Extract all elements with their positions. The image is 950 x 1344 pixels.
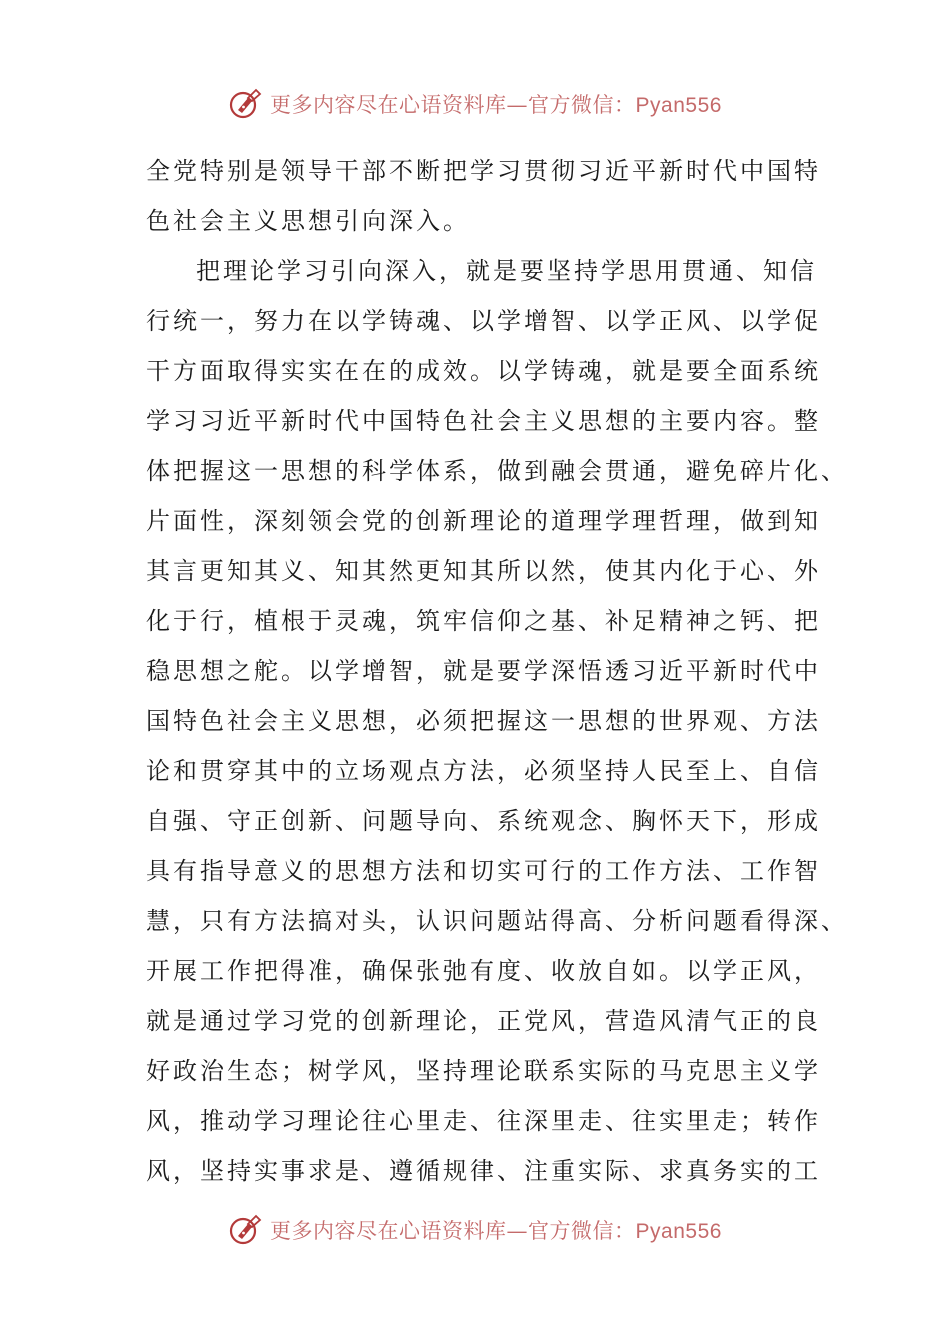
text-line: 风，坚持实事求是、遵循规律、注重实际、求真务实的工 bbox=[146, 1157, 821, 1185]
footer-banner bbox=[0, 1210, 950, 1250]
text-line: 具有指导意义的思想方法和切实可行的工作方法、工作智 bbox=[146, 857, 821, 885]
text-line: 行统一，努力在以学铸魂、以学增智、以学正风、以学促 bbox=[146, 307, 821, 335]
header-wechat-id: Pyan556 bbox=[635, 94, 722, 117]
text-line: 好政治生态；树学风，坚持理论联系实际的马克思主义学 bbox=[146, 1057, 821, 1085]
header-banner-text: 更多内容尽在心语资料库—官方微信：Pyan556 bbox=[270, 93, 722, 117]
text-line: 风，推动学习理论往心里走、往深里走、往实里走；转作 bbox=[146, 1107, 821, 1135]
paragraph-start-line: 把理论学习引向深入，就是要坚持学思用贯通、知信 bbox=[196, 257, 817, 285]
text-line: 化于行，植根于灵魂，筑牢信仰之基、补足精神之钙、把 bbox=[146, 607, 821, 635]
text-line: 其言更知其义、知其然更知其所以然，使其内化于心、外 bbox=[146, 557, 821, 585]
text-line: 就是通过学习党的创新理论，正党风，营造风清气正的良 bbox=[146, 1007, 821, 1035]
pen-nib-logo-icon bbox=[228, 86, 264, 122]
text-line: 稳思想之舵。以学增智，就是要学深悟透习近平新时代中 bbox=[146, 657, 821, 685]
text-line: 片面性，深刻领会党的创新理论的道理学理哲理，做到知 bbox=[146, 507, 821, 535]
text-line: 国特色社会主义思想，必须把握这一思想的世界观、方法 bbox=[146, 707, 821, 735]
document-body bbox=[146, 146, 848, 1196]
footer-banner-text: 更多内容尽在心语资料库—官方微信：Pyan556 bbox=[270, 1219, 722, 1243]
footer-wechat-id: Pyan556 bbox=[635, 1220, 722, 1243]
text-line: 学习习近平新时代中国特色社会主义思想的主要内容。整 bbox=[146, 407, 821, 435]
text-line: 全党特别是领导干部不断把学习贯彻习近平新时代中国特 bbox=[146, 157, 821, 185]
header-banner bbox=[0, 84, 950, 124]
text-line: 自强、守正创新、问题导向、系统观念、胸怀天下，形成 bbox=[146, 807, 821, 835]
pen-nib-logo-icon bbox=[228, 1212, 264, 1248]
text-line: 色社会主义思想引向深入。 bbox=[146, 207, 470, 235]
text-line: 体把握这一思想的科学体系，做到融会贯通，避免碎片化、 bbox=[146, 457, 848, 485]
text-line: 论和贯穿其中的立场观点方法，必须坚持人民至上、自信 bbox=[146, 757, 821, 785]
text-line: 干方面取得实实在在的成效。以学铸魂，就是要全面系统 bbox=[146, 357, 821, 385]
text-line: 开展工作把得准，确保张弛有度、收放自如。以学正风， bbox=[146, 957, 821, 985]
text-line: 慧，只有方法搞对头，认识问题站得高、分析问题看得深、 bbox=[146, 907, 848, 935]
